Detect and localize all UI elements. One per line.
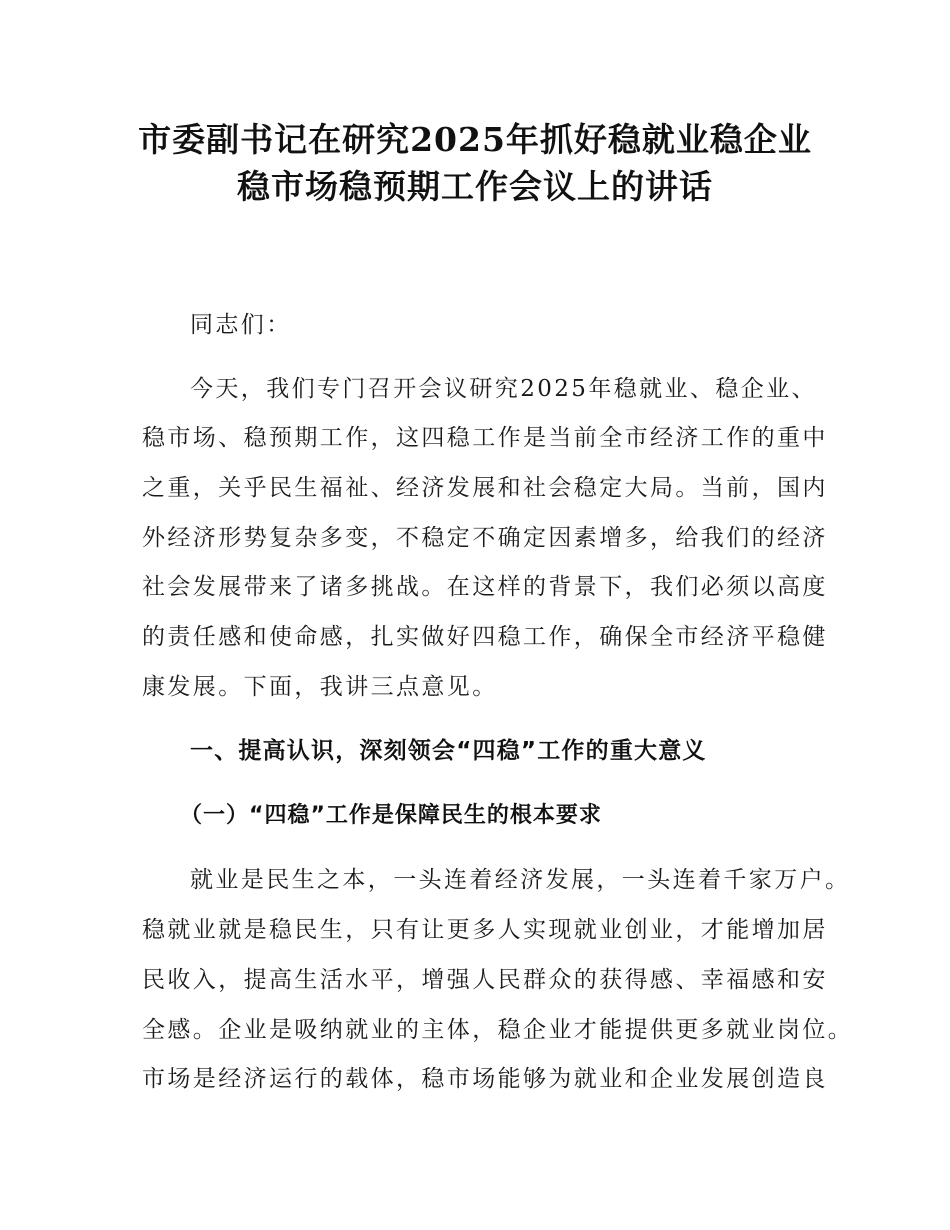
paragraph-line: 的责任感和使命感，扎实做好四稳工作，确保全市经济平稳健 (142, 624, 828, 650)
document-title-line-2: 稳市场稳预期工作会议上的讲话 (237, 167, 713, 206)
paragraph-line: 社会发展带来了诸多挑战。在这样的背景下，我们必须以高度 (142, 574, 828, 600)
salutation: 同志们： (190, 312, 292, 338)
paragraph-line: 外经济形势复杂多变，不稳定不确定因素增多，给我们的经济 (142, 525, 828, 551)
paragraph-line: 就业是民生之本，一头连着经济发展，一头连着千家万户。 (190, 867, 851, 893)
paragraph-line: 之重，关乎民生福祉、经济发展和社会稳定大局。当前，国内 (142, 475, 828, 501)
paragraph-line: 市场是经济运行的载体，稳市场能够为就业和企业发展创造良 (142, 1066, 828, 1092)
paragraph-line: 稳就业就是稳民生，只有让更多人实现就业创业，才能增加居 (142, 917, 828, 943)
paragraph-line: 全感。企业是吸纳就业的主体，稳企业才能提供更多就业岗位。 (142, 1017, 854, 1043)
paragraph-line: 民收入，提高生活水平，增强人民群众的获得感、幸福感和安 (142, 967, 828, 993)
subsection-heading: （一）“四稳”工作是保障民生的根本要求 (180, 803, 602, 828)
document-title-line-1: 市委副书记在研究2025年抓好稳就业稳企业 (138, 120, 812, 159)
section-heading: 一、提高认识，深刻领会“四稳”工作的重大意义 (190, 738, 707, 764)
paragraph-line: 稳市场、稳预期工作，这四稳工作是当前全市经济工作的重中 (142, 425, 828, 451)
paragraph-line: 康发展。下面，我讲三点意见。 (142, 674, 498, 700)
paragraph-line: 今天，我们专门召开会议研究2025年稳就业、稳企业、 (190, 376, 817, 402)
